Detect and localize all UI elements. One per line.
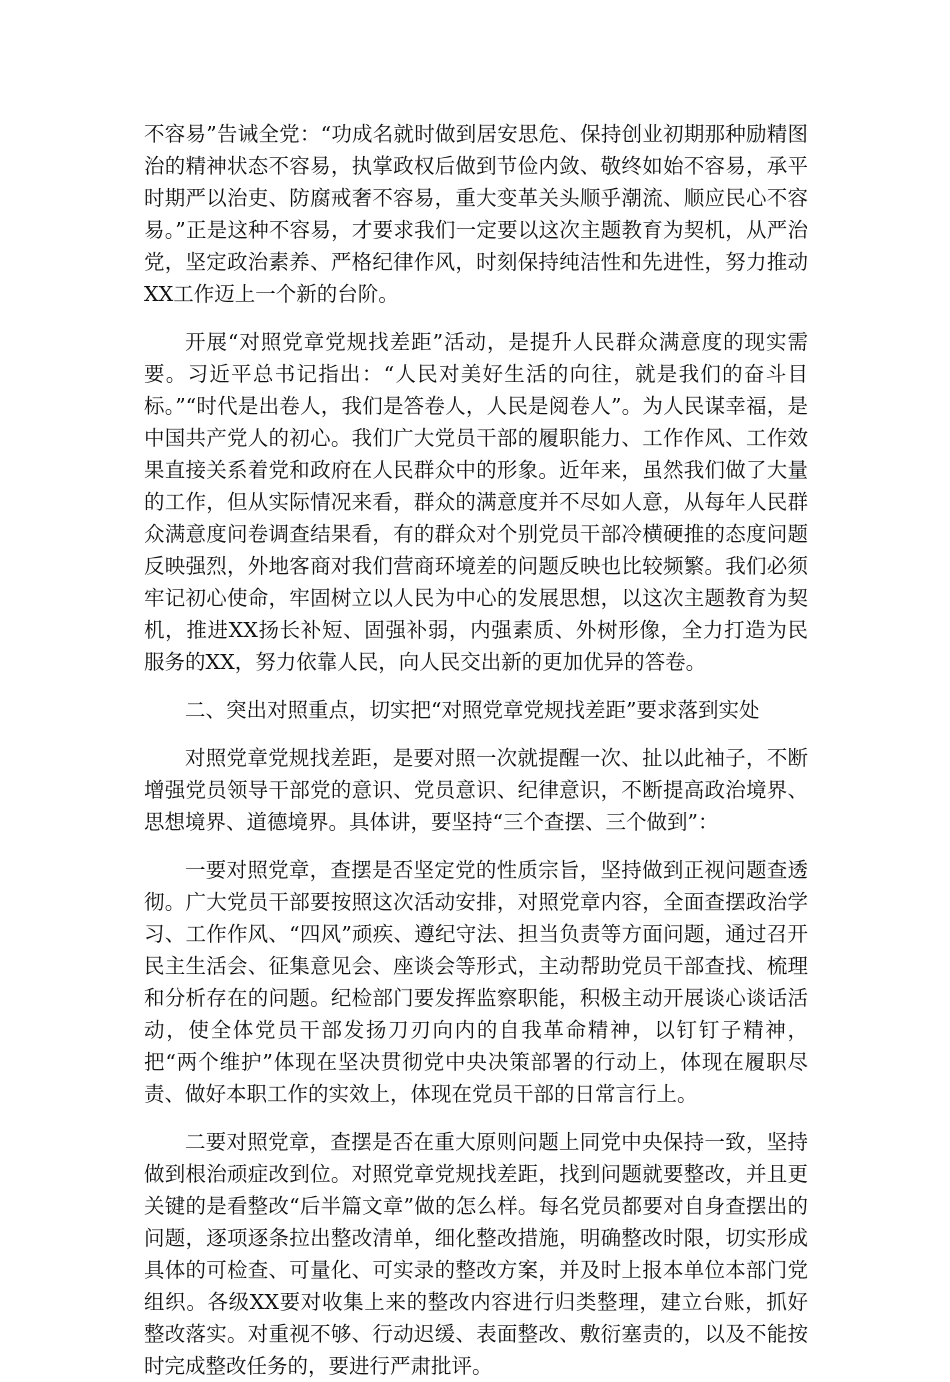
paragraph-first-point: 一要对照党章，查摆是否坚定党的性质宗旨，坚持做到正视问题查透彻。广大党员干部要按照这次活动安排，对照党章内容，全面查摆政治学习、工作作风、“四风”顽疾、遵纪守法、担当负责等方面问题，通过召开民主生活会、征集意见会、座谈会等形式，主动帮助党员干部查找、梳理和分析存在的问题。纪检部门要发挥监察职能，积极主动开展谈心谈话活动，使全体党员干部发扬刀刃向内的自我革命精神，以钉钉子精神，把“两个维护”体现在坚决贯彻党中央决策部署的行动上，体现在履职尽责、做好本职工作的实效上，体现在党员干部的日常言行上。 (144, 858, 808, 1106)
paragraph-second-point: 二要对照党章，查摆是否在重大原则问题上同党中央保持一致，坚持做到根治顽症改到位。对照党章党规找差距，找到问题就要整改，并且更关键的是看整改“后半篇文章”做的怎么样。每名党员都要对自身查摆出的问题，逐项逐条拉出整改清单，细化整改措施，明确整改时限，切实形成具体的可检查、可量化、可实录的整改方案，并及时上报本单位本部门党组织。各级XX要对收集上来的整改内容进行归类整理，建立台账，抓好整改落实。对重视不够、行动迟缓、表面整改、敷衍塞责的，以及不能按时完成整改任务的，要进行严肃批评。 (144, 1130, 808, 1378)
paragraph-continuation: 不容易”告诫全党：“功成名就时做到居安思危、保持创业初期那种励精图治的精神状态不容易，执掌政权后做到节俭内敛、敬终如始不容易，承平时期严以治吏、防腐戒奢不容易，重大变革关头顺乎潮流、顺应民心不容易。”正是这种不容易，才要求我们一定要以这次主题教育为契机，从严治党，坚定政治素养、严格纪律作风，时刻保持纯洁性和先进性，努力推动XX工作迈上一个新的台阶。 (144, 122, 808, 306)
document-body (144, 118, 808, 1382)
section-heading: 二、突出对照重点，切实把“对照党章党规找差距”要求落到实处 (185, 698, 760, 722)
paragraph-satisfaction: 开展“对照党章党规找差距”活动，是提升人民群众满意度的现实需要。习近平总书记指出：“人民对美好生活的向往，就是我们的奋斗目标。”“时代是出卷人，我们是答卷人，人民是阅卷人”。为人民谋幸福，是中国共产党人的初心。我们广大党员干部的履职能力、工作作风、工作效果直接关系着党和政府在人民群众中的形象。近年来，虽然我们做了大量的工作，但从实际情况来看，群众的满意度并不尽如人意，从每年人民群众满意度问卷调查结果看，有的群众对个别党员干部冷横硬推的态度问题反映强烈，外地客商对我们营商环境差的问题反映也比较频繁。我们必须牢记初心使命，牢固树立以人民为中心的发展思想，以这次主题教育为契机，推进XX扬长补短、固强补弱，内强素质、外树形像，全力打造为民服务的XX，努力依靠人民，向人民交出新的更加优异的答卷。 (144, 330, 808, 674)
paragraph-intro: 对照党章党规找差距，是要对照一次就提醒一次、扯以此袖子，不断增强党员领导干部党的意识、党员意识、纪律意识，不断提高政治境界、思想境界、道德境界。具体讲，要坚持“三个查摆、三个做到”： (144, 746, 808, 834)
